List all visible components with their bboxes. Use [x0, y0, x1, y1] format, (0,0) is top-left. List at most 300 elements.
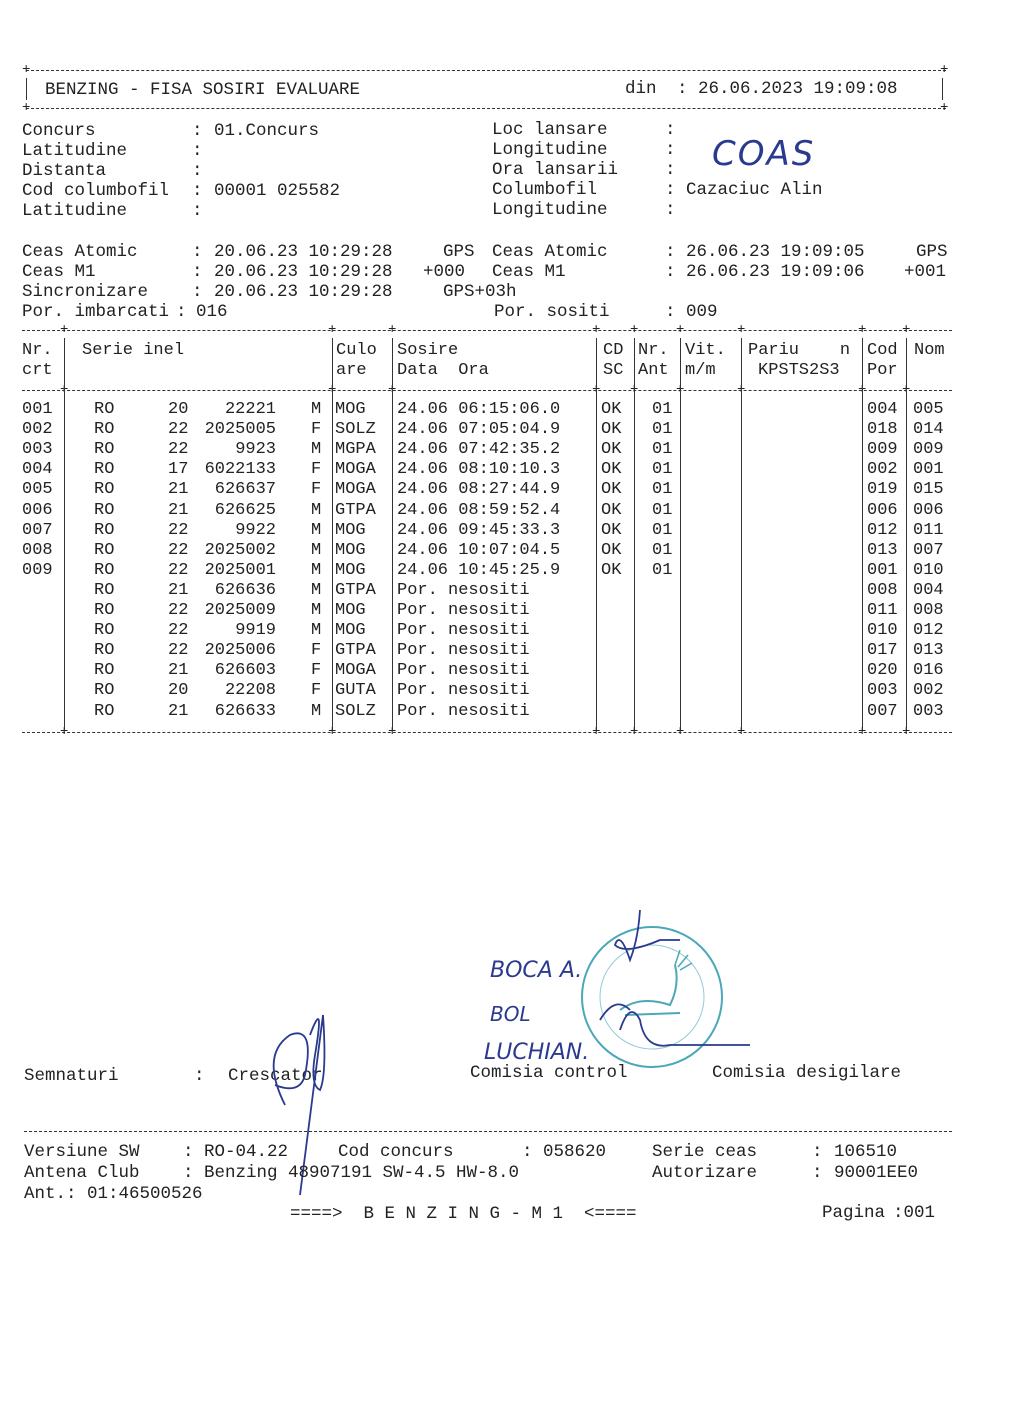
arrival-time: 24.06 07:42:35.2	[397, 440, 561, 460]
nom: 014	[913, 420, 944, 440]
column-header: Nr.	[638, 341, 669, 360]
column-separator	[906, 338, 907, 730]
cod-por: 017	[867, 641, 898, 661]
clock-suffix: GPS	[443, 242, 475, 262]
info-label: Ora lansarii	[492, 160, 619, 180]
column-header: Ant	[638, 361, 669, 380]
column-header: Sosire	[397, 341, 459, 360]
cdsc-status: OK	[601, 420, 622, 440]
row-number: 003	[22, 440, 53, 460]
arrival-time: Por. nesositi	[397, 681, 530, 701]
column-separator	[596, 338, 597, 730]
signatures-colon: :	[194, 1066, 205, 1086]
ring-number: 2025001	[204, 560, 276, 580]
color: SOLZ	[335, 420, 376, 440]
clock-colon: :	[665, 242, 676, 262]
table-rule-plus: +	[630, 723, 639, 740]
ring-number: 9923	[235, 440, 276, 460]
color: GTPA	[335, 641, 376, 661]
column-header: SC	[603, 361, 624, 380]
ring-number: 2025005	[204, 420, 276, 440]
ring-country: RO	[94, 661, 115, 681]
ring-year: 20	[168, 681, 189, 701]
clock-label: Ceas Atomic	[492, 242, 608, 262]
antenna-number: 01	[652, 440, 673, 460]
sex: F	[311, 480, 322, 500]
table-rule-plus: +	[60, 382, 69, 398]
cod-por: 002	[867, 460, 898, 480]
info-colon: :	[192, 121, 203, 141]
ring-year: 21	[168, 500, 189, 520]
info-label: Columbofil	[492, 180, 598, 200]
info-label: Latitudine	[22, 201, 128, 221]
nom: 001	[913, 460, 944, 480]
table-rule-plus: +	[60, 723, 69, 740]
clock-colon: :	[192, 262, 203, 282]
arrival-time: 24.06 08:27:44.9	[397, 480, 561, 500]
commission-signature	[560, 900, 760, 1070]
column-header: are	[336, 361, 367, 380]
ring-number: 22208	[224, 681, 276, 701]
ring-country: RO	[94, 480, 115, 500]
info-colon: :	[665, 180, 676, 200]
color: MOG	[335, 560, 366, 580]
handwritten-name: LUCHIAN.	[484, 1040, 590, 1065]
clock-suffix: GPS	[916, 242, 948, 262]
header-left-border	[26, 78, 27, 100]
footer-divider	[24, 1131, 952, 1132]
ring-country: RO	[94, 420, 115, 440]
color: MOG	[335, 540, 366, 560]
info-label: Loc lansare	[492, 120, 608, 140]
column-header: Data Ora	[397, 361, 489, 380]
ring-year: 22	[168, 641, 189, 661]
antenna-number: 01	[652, 500, 673, 520]
cod-por: 018	[867, 420, 898, 440]
column-header: Pariu n	[748, 341, 851, 360]
arrival-time: 24.06 07:05:04.9	[397, 420, 561, 440]
antenna-number: 01	[652, 540, 673, 560]
sex: M	[311, 601, 322, 620]
info-value: 00001 025582	[214, 181, 341, 201]
ring-number: 2025002	[204, 540, 276, 560]
table-rule-plus: +	[737, 322, 746, 338]
sex: M	[311, 621, 322, 641]
row-number: 001	[22, 400, 53, 419]
clock-value: 26.06.23 19:09:06	[686, 262, 865, 282]
color: GTPA	[335, 500, 376, 520]
column-header: Nr.	[22, 341, 53, 360]
antenna-number: 01	[652, 560, 673, 580]
info-label: Distanta	[22, 161, 107, 181]
table-rule	[22, 732, 952, 733]
column-header: Por	[867, 361, 898, 380]
table-rule	[22, 330, 952, 331]
table-rule-plus: +	[630, 322, 639, 338]
table-rule-plus: +	[737, 382, 746, 398]
ring-year: 22	[168, 440, 189, 460]
cod-por: 007	[867, 701, 898, 721]
autorizare-value: 90001EE0	[834, 1163, 919, 1183]
colon: :	[522, 1142, 533, 1162]
ring-number: 626625	[214, 500, 276, 520]
row-number: 007	[22, 520, 53, 540]
info-colon: :	[665, 120, 676, 140]
table-rule-plus: +	[388, 322, 397, 338]
cdsc-status: OK	[601, 480, 622, 500]
ring-country: RO	[94, 500, 115, 520]
signatures-label: Semnaturi	[24, 1066, 119, 1086]
color: MOGA	[335, 460, 376, 480]
info-value: 01.Concurs	[214, 121, 320, 141]
ring-year: 21	[168, 580, 189, 600]
colon: :	[812, 1163, 823, 1183]
header-bottom-border	[26, 108, 946, 109]
column-header: m/m	[685, 361, 716, 380]
versiune-label: Versiune SW	[24, 1142, 140, 1162]
table-rule-plus: +	[592, 322, 601, 338]
cod-por: 004	[867, 400, 898, 419]
clock-suffix: +001	[904, 262, 947, 282]
info-label: Concurs	[22, 121, 96, 141]
ring-number: 22221	[224, 400, 276, 419]
sex: M	[311, 520, 322, 540]
table-rule-plus: +	[858, 382, 867, 398]
column-header: Vit.	[685, 341, 726, 360]
sex: M	[311, 440, 322, 460]
comisia-desigilare-label: Comisia desigilare	[712, 1063, 902, 1083]
antenna-number: 01	[652, 460, 673, 480]
ring-country: RO	[94, 701, 115, 721]
info-label: Cod columbofil	[22, 181, 170, 201]
ring-year: 22	[168, 420, 189, 440]
table-rule-plus: +	[328, 382, 337, 398]
sex: F	[311, 641, 322, 661]
column-header: Nom	[914, 341, 945, 360]
color: MGPA	[335, 440, 376, 460]
colon: :	[183, 1142, 194, 1162]
arrival-time: Por. nesositi	[397, 580, 530, 600]
color: MOGA	[335, 661, 376, 681]
ring-country: RO	[94, 460, 115, 480]
nom: 009	[913, 440, 944, 460]
antenna-number: 01	[652, 480, 673, 500]
ring-number: 626636	[214, 580, 276, 600]
row-number: 006	[22, 500, 53, 520]
table-rule-plus: +	[592, 382, 601, 398]
color: MOG	[335, 621, 366, 641]
arrival-time: Por. nesositi	[397, 661, 530, 681]
ring-year: 21	[168, 661, 189, 681]
nom: 004	[913, 580, 944, 600]
ring-country: RO	[94, 520, 115, 540]
nom: 011	[913, 520, 944, 540]
clock-colon: :	[665, 262, 676, 282]
table-rule-plus: +	[902, 723, 911, 740]
color: GUTA	[335, 681, 376, 701]
arrival-time: Por. nesositi	[397, 701, 530, 721]
antenna-number: 01	[652, 520, 673, 540]
ring-year: 21	[168, 701, 189, 721]
crescator-label: Crescator	[228, 1066, 323, 1086]
cod-concurs-value: 058620	[543, 1142, 607, 1162]
table-rule-plus: +	[328, 723, 337, 740]
ring-number: 2025009	[204, 601, 276, 620]
ring-year: 17	[168, 460, 189, 480]
table-rule-plus: +	[858, 322, 867, 338]
column-separator	[634, 338, 635, 730]
table-rule-plus: +	[676, 382, 685, 398]
ring-number: 9919	[235, 621, 276, 641]
color: MOG	[335, 601, 366, 620]
arrival-time: 24.06 06:15:06.0	[397, 400, 561, 419]
row-number: 005	[22, 480, 53, 500]
clock-value: 016	[196, 302, 228, 322]
clock-colon: :	[665, 302, 676, 322]
table-rule-plus: +	[592, 723, 601, 740]
table-rule-plus: +	[388, 723, 397, 740]
arrival-time: Por. nesositi	[397, 621, 530, 641]
colon: :	[812, 1142, 823, 1162]
sex: M	[311, 400, 322, 419]
antena-value: Benzing 48907191 SW-4.5 HW-8.0	[204, 1163, 520, 1183]
arrival-time: 24.06 09:45:33.3	[397, 520, 561, 540]
column-header: CD	[603, 341, 624, 360]
handwritten-name: BOCA A.	[490, 958, 583, 983]
sex: F	[311, 661, 322, 681]
nom: 002	[913, 681, 944, 701]
clock-label: Por. sositi	[494, 302, 610, 322]
sex: M	[311, 540, 322, 560]
cod-por: 019	[867, 480, 898, 500]
ring-number: 9922	[235, 520, 276, 540]
autorizare-label: Autorizare	[652, 1163, 758, 1183]
corner-plus: +	[940, 62, 949, 78]
info-value: Cazaciuc Alin	[686, 180, 823, 200]
handwritten-name: BOL	[490, 1002, 531, 1026]
handwritten-note: COAS	[712, 134, 816, 174]
column-separator	[741, 338, 742, 730]
clock-label: Por. imbarcati	[22, 302, 170, 322]
antenna-id: Ant.: 01:46500526	[24, 1184, 203, 1204]
nom: 005	[913, 400, 944, 419]
arrival-time: Por. nesositi	[397, 601, 530, 620]
serie-ceas-label: Serie ceas	[652, 1142, 758, 1162]
versiune-value: RO-04.22	[204, 1142, 289, 1162]
nom: 003	[913, 701, 944, 721]
date-value: 26.06.2023 19:09:08	[698, 79, 898, 99]
column-separator	[680, 338, 681, 730]
nom: 010	[913, 560, 944, 580]
cod-por: 011	[867, 601, 898, 620]
ring-year: 22	[168, 520, 189, 540]
sex: M	[311, 560, 322, 580]
color: SOLZ	[335, 701, 376, 721]
table-rule	[22, 390, 952, 391]
ring-year: 22	[168, 601, 189, 620]
ring-country: RO	[94, 641, 115, 661]
cod-por: 006	[867, 500, 898, 520]
document-title: BENZING - FISA SOSIRI EVALUARE	[45, 80, 361, 100]
antena-label: Antena Club	[24, 1163, 140, 1183]
color: MOG	[335, 520, 366, 540]
ring-country: RO	[94, 440, 115, 460]
cod-concurs-label: Cod concurs	[338, 1142, 454, 1162]
sex: F	[311, 420, 322, 440]
clock-colon: :	[192, 242, 203, 262]
cod-por: 010	[867, 621, 898, 641]
nom: 012	[913, 621, 944, 641]
date-colon: :	[677, 79, 688, 99]
row-number: 008	[22, 540, 53, 560]
ring-country: RO	[94, 560, 115, 580]
cod-por: 009	[867, 440, 898, 460]
table-rule-plus: +	[902, 382, 911, 398]
info-label: Longitudine	[492, 200, 608, 220]
clock-suffix: GPS+03h	[443, 282, 517, 302]
table-rule-plus: +	[902, 322, 911, 338]
row-number: 009	[22, 560, 53, 580]
ring-number: 626637	[214, 480, 276, 500]
clock-value: 20.06.23 10:29:28	[214, 242, 393, 262]
cdsc-status: OK	[601, 560, 622, 580]
row-number: 004	[22, 460, 53, 480]
header-right-border	[942, 78, 943, 100]
color: MOG	[335, 400, 366, 419]
column-separator	[862, 338, 863, 730]
ring-number: 2025006	[204, 641, 276, 661]
corner-plus: +	[22, 62, 31, 78]
arrival-time: 24.06 08:10:10.3	[397, 460, 561, 480]
color: MOGA	[335, 480, 376, 500]
column-header: Culo	[336, 341, 377, 360]
table-rule-plus: +	[676, 723, 685, 740]
column-separator	[64, 338, 65, 730]
info-colon: :	[192, 141, 203, 161]
arrival-time: 24.06 10:07:04.5	[397, 540, 561, 560]
sex: M	[311, 701, 322, 721]
ring-year: 20	[168, 400, 189, 419]
info-colon: :	[192, 161, 203, 181]
column-header: Serie inel	[82, 341, 185, 360]
table-rule-plus: +	[676, 322, 685, 338]
column-separator	[392, 338, 393, 730]
corner-plus: +	[940, 100, 949, 116]
ring-country: RO	[94, 681, 115, 701]
sex: F	[311, 460, 322, 480]
sex: F	[311, 681, 322, 701]
table-rule-plus: +	[60, 322, 69, 338]
pagina-value: :001	[893, 1203, 936, 1223]
ring-number: 626603	[214, 661, 276, 681]
cod-por: 013	[867, 540, 898, 560]
clock-value: 009	[686, 302, 718, 322]
clock-label: Ceas M1	[492, 262, 566, 282]
color: GTPA	[335, 580, 376, 600]
arrival-time: 24.06 10:45:25.9	[397, 560, 561, 580]
column-header: KPSTS2S3	[758, 361, 840, 380]
info-label: Latitudine	[22, 141, 128, 161]
cod-por: 001	[867, 560, 898, 580]
info-colon: :	[665, 160, 676, 180]
ring-year: 22	[168, 540, 189, 560]
header-top-border	[26, 70, 946, 71]
table-rule-plus: +	[858, 723, 867, 740]
cdsc-status: OK	[601, 500, 622, 520]
info-colon: :	[192, 201, 203, 221]
cod-por: 008	[867, 580, 898, 600]
serie-ceas-value: 106510	[834, 1142, 898, 1162]
sex: M	[311, 500, 322, 520]
nom: 007	[913, 540, 944, 560]
antenna-number: 01	[652, 420, 673, 440]
cdsc-status: OK	[601, 520, 622, 540]
nom: 013	[913, 641, 944, 661]
column-header: crt	[22, 361, 53, 380]
cdsc-status: OK	[601, 400, 622, 419]
table-rule-plus: +	[388, 382, 397, 398]
ring-number: 626633	[214, 701, 276, 721]
info-label: Longitudine	[492, 140, 608, 160]
ring-country: RO	[94, 621, 115, 641]
colon: :	[183, 1163, 194, 1183]
clock-colon: :	[176, 302, 187, 322]
row-number: 002	[22, 420, 53, 440]
cod-por: 003	[867, 681, 898, 701]
ring-country: RO	[94, 580, 115, 600]
date-label: din	[625, 79, 657, 99]
antenna-number: 01	[652, 400, 673, 419]
nom: 015	[913, 480, 944, 500]
clock-colon: :	[192, 282, 203, 302]
ring-country: RO	[94, 601, 115, 620]
table-rule-plus: +	[737, 723, 746, 740]
clock-value: 20.06.23 10:29:28	[214, 282, 393, 302]
cdsc-status: OK	[601, 460, 622, 480]
table-rule-plus: +	[328, 322, 337, 338]
clock-label: Sincronizare	[22, 282, 149, 302]
clock-label: Ceas Atomic	[22, 242, 138, 262]
sex: M	[311, 580, 322, 600]
info-colon: :	[665, 200, 676, 220]
column-separator	[332, 338, 333, 730]
cod-por: 020	[867, 661, 898, 681]
ring-number: 6022133	[204, 460, 276, 480]
arrival-time: Por. nesositi	[397, 641, 530, 661]
clock-value: 26.06.23 19:09:05	[686, 242, 865, 262]
ring-country: RO	[94, 540, 115, 560]
ring-country: RO	[94, 400, 115, 419]
ring-year: 22	[168, 621, 189, 641]
cdsc-status: OK	[601, 540, 622, 560]
nom: 008	[913, 601, 944, 620]
table-rule-plus: +	[630, 382, 639, 398]
clock-label: Ceas M1	[22, 262, 96, 282]
info-colon: :	[665, 140, 676, 160]
column-header: Cod	[867, 341, 898, 360]
info-colon: :	[192, 181, 203, 201]
clock-suffix: +000	[423, 262, 466, 282]
nom: 006	[913, 500, 944, 520]
device-banner: ====> B E N Z I N G - M 1 <====	[290, 1204, 637, 1224]
cdsc-status: OK	[601, 440, 622, 460]
corner-plus: +	[22, 100, 31, 116]
comisia-control-label: Comisia control	[470, 1063, 628, 1083]
ring-year: 22	[168, 560, 189, 580]
arrival-time: 24.06 08:59:52.4	[397, 500, 561, 520]
nom: 016	[913, 661, 944, 681]
pagina-label: Pagina	[822, 1203, 886, 1223]
